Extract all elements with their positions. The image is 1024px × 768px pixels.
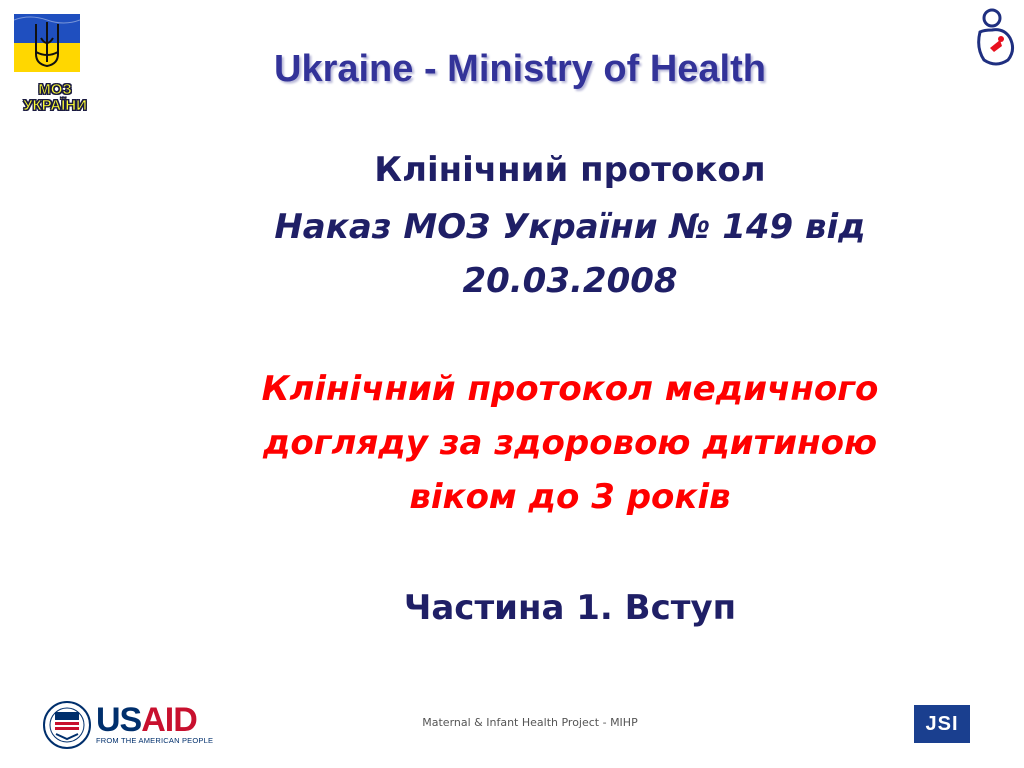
- jsi-logo-icon: [914, 705, 970, 743]
- usaid-seal-icon: [42, 700, 92, 750]
- subtitle-line-3: віком до 3 років: [409, 477, 731, 517]
- ukraine-trident-flag-icon: [14, 14, 80, 72]
- page-title: Ukraine - Ministry of Health: [274, 48, 766, 90]
- order-line-1: Наказ МОЗ України № 149 від: [274, 207, 866, 247]
- moz-logo: [10, 10, 88, 120]
- order-date: 20.03.2008: [462, 261, 678, 301]
- jsi-logo-text: JSI: [925, 712, 959, 735]
- moz-logo-line2: УКРАЇНИ: [23, 97, 87, 114]
- usaid-us: US: [96, 701, 142, 739]
- usaid-aid: AID: [141, 701, 197, 739]
- mother-child-icon: [970, 6, 1020, 68]
- usaid-wordmark: [96, 700, 197, 740]
- moz-logo-line1: МОЗ: [38, 81, 72, 98]
- moz-logo-text: [10, 82, 100, 114]
- protocol-subtitle: [180, 362, 960, 524]
- protocol-heading: Клінічний протокол: [374, 150, 766, 190]
- part-heading: Частина 1. Вступ: [403, 588, 737, 628]
- project-name: Maternal & Infant Health Project - MIHP: [422, 716, 638, 729]
- subtitle-line-2: догляду за здоровою дитиною: [262, 423, 878, 463]
- subtitle-line-1: Клінічний протокол медичного: [261, 369, 879, 409]
- usaid-tagline: FROM THE AMERICAN PEOPLE: [96, 736, 214, 745]
- order-reference: [180, 200, 960, 308]
